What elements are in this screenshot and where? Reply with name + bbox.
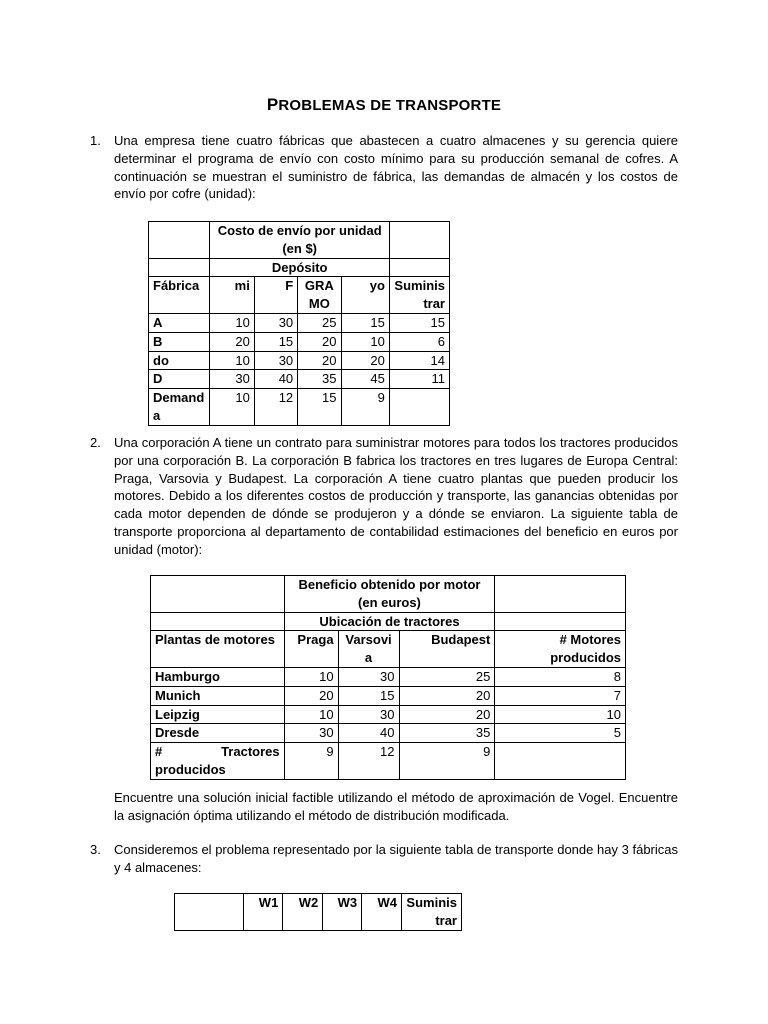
col-header: GRA MO <box>298 277 341 314</box>
problem-number: 3. <box>90 842 101 857</box>
table-row: Dresde 30 40 35 5 <box>151 724 626 743</box>
page-title: PROBLEMAS DE TRANSPORTE <box>266 95 502 114</box>
table-row: Munich 20 15 20 7 <box>151 686 626 705</box>
col-factory: Fábrica <box>149 277 210 314</box>
col-header: W3 <box>323 894 362 931</box>
empty-cell <box>389 222 449 259</box>
profit-table <box>150 575 626 780</box>
header-cost: Costo de envío por unidad (en $) <box>210 222 389 259</box>
col-header: Varsovi a <box>338 631 399 668</box>
table-row: Hamburgo 10 30 25 8 <box>151 667 626 686</box>
col-supply: Suminis trar <box>401 894 461 931</box>
header-location: Ubicación de tractores <box>284 612 495 631</box>
col-motors: # Motores producidos <box>495 631 626 668</box>
problem-number: 1. <box>90 133 101 148</box>
tractors-label: # Tractores producidos <box>151 743 285 780</box>
table-row: do 10 30 20 20 14 <box>149 351 450 370</box>
col-header: Budapest <box>399 631 495 668</box>
header-deposit: Depósito <box>210 258 389 277</box>
table-row: D 30 40 35 45 11 <box>149 370 450 389</box>
demand-row: Demand a 10 12 15 9 <box>149 389 450 426</box>
problem-1 <box>90 132 678 203</box>
table-row: Leipzig 10 30 20 10 <box>151 705 626 724</box>
shipping-cost-table <box>148 221 450 426</box>
col-header: Praga <box>284 631 338 668</box>
empty-cell <box>149 222 210 259</box>
col-header: W4 <box>362 894 402 931</box>
warehouse-table <box>174 893 462 931</box>
problem-3 <box>90 841 678 877</box>
col-plants: Plantas de motores <box>151 631 285 668</box>
header-profit: Beneficio obtenido por motor (en euros) <box>284 576 495 613</box>
empty-cell <box>149 258 210 277</box>
col-header: W1 <box>244 894 283 931</box>
col-header: F <box>254 277 297 314</box>
table-row: A 10 30 25 15 15 <box>149 313 450 332</box>
col-header: W2 <box>283 894 323 931</box>
problem-number: 2. <box>90 435 101 450</box>
col-header: yo <box>341 277 389 314</box>
col-header: mi <box>210 277 254 314</box>
problem-text: Una corporación A tiene un contrato para suministrar motores para todos los tractores producidos por una corporación B. La corporación B fabrica los tractores en tres lugares de Europa Central: Praga, Varsovia y Budapest. La corporación A tiene cuatro plantas que pueden producir los motores. Debido a los diferentes costos de producción y transporte, las ganancias obtenidas por cada motor dependen de dónde se produjeron y a dónde se enviaron. La siguiente tabla de transporte proporciona al departamento de contabilidad estimaciones del beneficio en euros por unidad (motor): <box>114 435 678 557</box>
problem-2-followup: Encuentre una solución inicial factible utilizando el método de aproximación de Vogel. Encuentre la asignación óptima utilizando el método de distribución modificada. <box>114 790 678 823</box>
problem-text: Consideremos el problema representado por la siguiente tabla de transporte donde hay 3 fábricas y 4 almacenes: <box>114 842 678 875</box>
problem-2 <box>90 434 678 559</box>
col-supply: Suminis trar <box>389 277 449 314</box>
problem-text: Una empresa tiene cuatro fábricas que abastecen a cuatro almacenes y su gerencia quiere determinar el programa de envío con costo mínimo para su producción semanal de cofres. A continuación se muestran el suministro de fábrica, las demandas de almacén y los costos de envío por cofre (unidad): <box>114 133 678 202</box>
empty-cell <box>389 258 449 277</box>
table-row: B 20 15 20 10 6 <box>149 332 450 351</box>
tractors-row: # Tractores producidos 9 12 9 <box>151 743 626 780</box>
